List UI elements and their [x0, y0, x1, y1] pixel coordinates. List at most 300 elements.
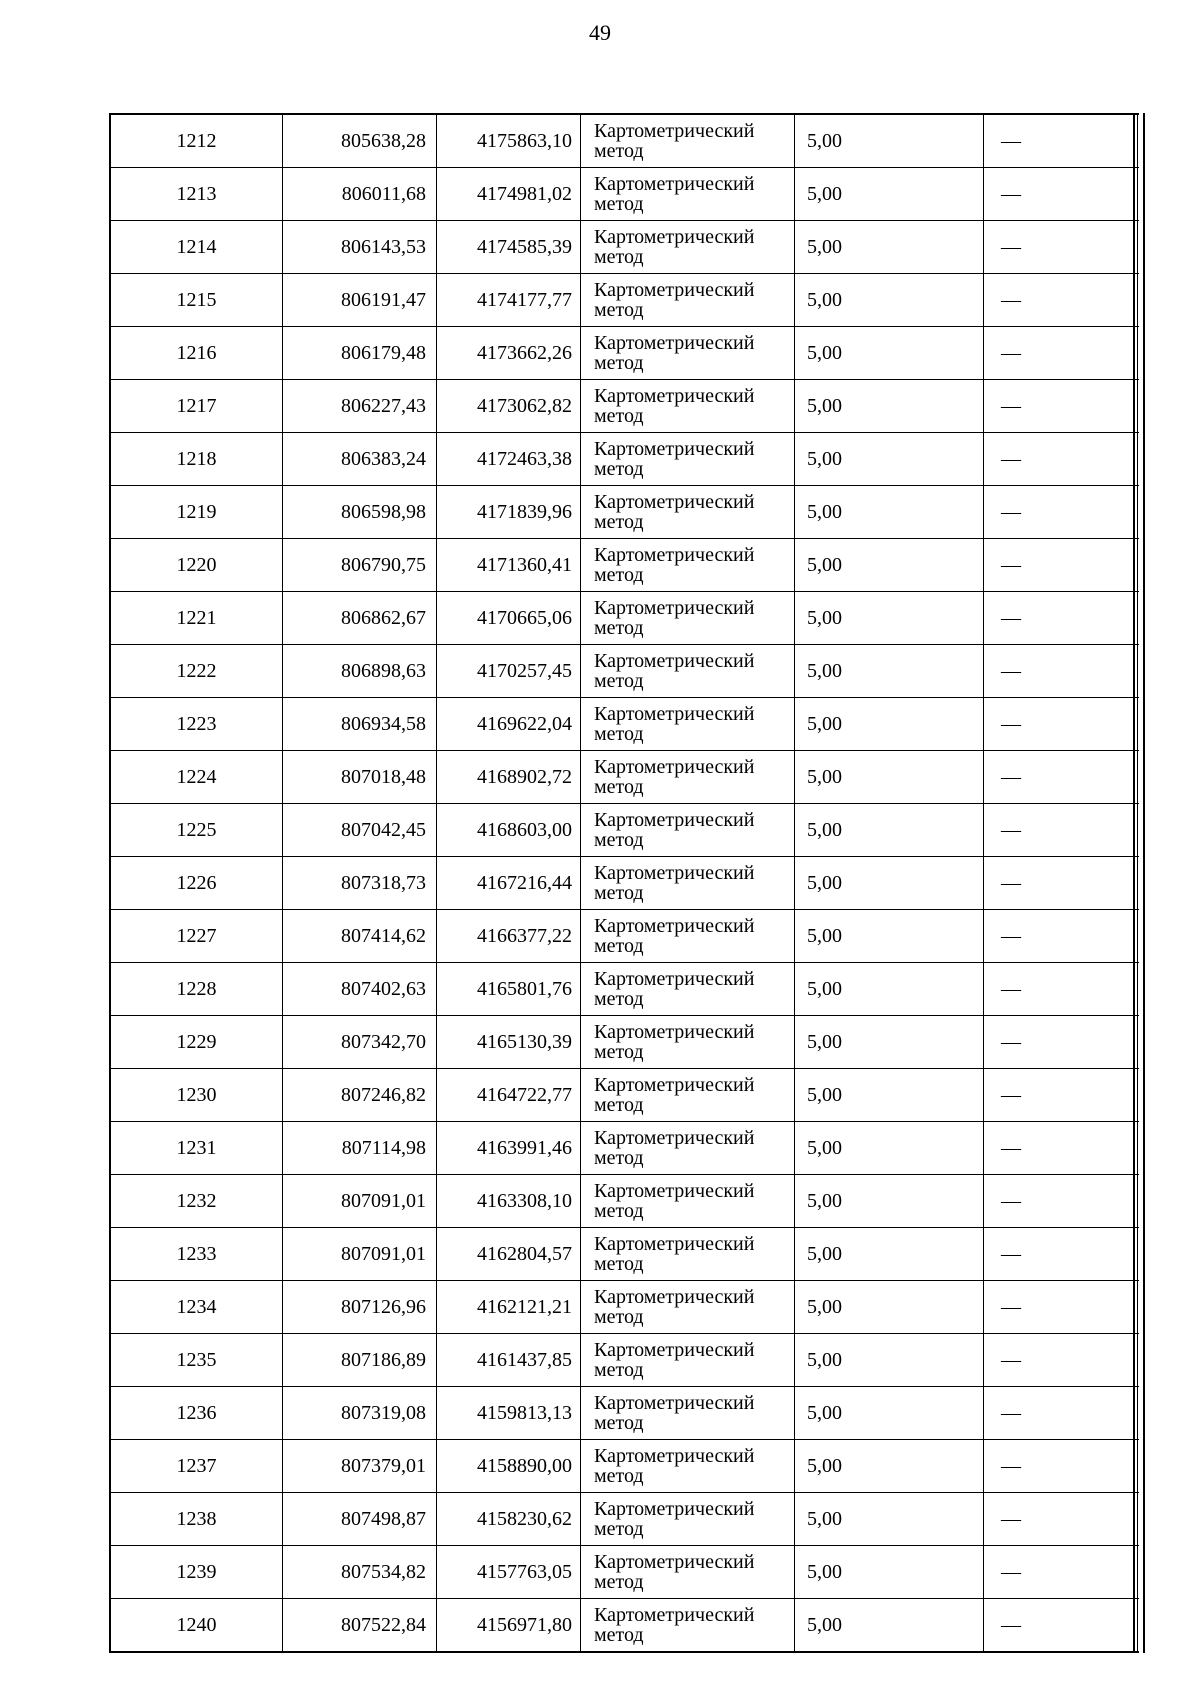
point-number-cell	[110, 1228, 283, 1281]
description-cell	[984, 910, 1140, 963]
x-coordinate-text: 807534,82	[341, 1561, 426, 1583]
y-coordinate-cell	[437, 274, 581, 327]
point-number-cell	[110, 1281, 283, 1334]
method-text: Картометрический метод	[594, 332, 755, 374]
point-number-cell	[110, 1069, 283, 1122]
y-coordinate-text: 4162804,57	[477, 1243, 572, 1265]
point-number-cell	[110, 539, 283, 592]
accuracy-text: 5,00	[807, 1137, 842, 1159]
y-coordinate-text: 4163308,10	[477, 1190, 572, 1212]
method-text: Картометрический метод	[594, 862, 755, 904]
table-row	[110, 433, 1139, 486]
accuracy-text: 5,00	[807, 766, 842, 788]
description-cell	[984, 327, 1140, 380]
method-text: Картометрический метод	[594, 544, 755, 586]
y-coordinate-cell	[437, 1281, 581, 1334]
x-coordinate-cell	[283, 698, 437, 751]
point-number-text: 1239	[176, 1561, 217, 1583]
table-row	[110, 1493, 1139, 1546]
x-coordinate-text: 806898,63	[341, 660, 426, 682]
accuracy-text: 5,00	[807, 1349, 842, 1371]
point-number-text: 1240	[176, 1614, 217, 1636]
page-number: 49	[589, 20, 611, 45]
x-coordinate-cell	[283, 1122, 437, 1175]
description-cell	[984, 698, 1140, 751]
description-cell	[984, 380, 1140, 433]
description-cell	[984, 1387, 1140, 1440]
accuracy-cell	[795, 1069, 984, 1122]
point-number-text: 1213	[176, 183, 217, 205]
x-coordinate-text: 807091,01	[341, 1243, 426, 1265]
accuracy-cell	[795, 857, 984, 910]
point-number-text: 1220	[176, 554, 217, 576]
accuracy-cell	[795, 751, 984, 804]
point-number-text: 1227	[176, 925, 217, 947]
x-coordinate-cell	[283, 433, 437, 486]
accuracy-text: 5,00	[807, 607, 842, 629]
point-number-cell	[110, 380, 283, 433]
y-coordinate-text: 4173662,26	[477, 342, 572, 364]
description-text: —	[1001, 766, 1021, 788]
point-number-text: 1215	[176, 289, 217, 311]
x-coordinate-text: 807318,73	[341, 872, 426, 894]
description-text: —	[1001, 448, 1021, 470]
y-coordinate-text: 4170665,06	[477, 607, 572, 629]
x-coordinate-cell	[283, 221, 437, 274]
y-coordinate-cell	[437, 857, 581, 910]
x-coordinate-cell	[283, 645, 437, 698]
method-cell	[581, 327, 795, 380]
table-row	[110, 804, 1139, 857]
point-number-cell	[110, 1387, 283, 1440]
method-cell	[581, 486, 795, 539]
description-text: —	[1001, 1349, 1021, 1371]
y-coordinate-cell	[437, 1175, 581, 1228]
y-coordinate-text: 4168603,00	[477, 819, 572, 841]
accuracy-text: 5,00	[807, 1614, 842, 1636]
accuracy-text: 5,00	[807, 819, 842, 841]
y-coordinate-text: 4174981,02	[477, 183, 572, 205]
accuracy-cell	[795, 274, 984, 327]
accuracy-text: 5,00	[807, 501, 842, 523]
y-coordinate-text: 4165801,76	[477, 978, 572, 1000]
accuracy-cell	[795, 221, 984, 274]
y-coordinate-text: 4163991,46	[477, 1137, 572, 1159]
description-text: —	[1001, 872, 1021, 894]
description-cell	[984, 1016, 1140, 1069]
method-cell	[581, 114, 795, 168]
x-coordinate-cell	[283, 804, 437, 857]
description-cell	[984, 751, 1140, 804]
y-coordinate-text: 4158230,62	[477, 1508, 572, 1530]
x-coordinate-text: 807498,87	[341, 1508, 426, 1530]
description-cell	[984, 1440, 1140, 1493]
accuracy-cell	[795, 327, 984, 380]
method-text: Картометрический метод	[594, 1498, 755, 1540]
accuracy-text: 5,00	[807, 713, 842, 735]
table-body	[110, 114, 1139, 1652]
point-number-text: 1222	[176, 660, 217, 682]
description-cell	[984, 1281, 1140, 1334]
description-text: —	[1001, 1084, 1021, 1106]
point-number-cell	[110, 486, 283, 539]
point-number-cell	[110, 327, 283, 380]
x-coordinate-text: 807402,63	[341, 978, 426, 1000]
x-coordinate-cell	[283, 1069, 437, 1122]
x-coordinate-text: 806862,67	[341, 607, 426, 629]
accuracy-cell	[795, 433, 984, 486]
point-number-text: 1221	[176, 607, 217, 629]
method-cell	[581, 1175, 795, 1228]
point-number-text: 1234	[176, 1296, 217, 1318]
point-number-text: 1224	[176, 766, 217, 788]
y-coordinate-cell	[437, 645, 581, 698]
description-text: —	[1001, 925, 1021, 947]
description-cell	[984, 114, 1140, 168]
accuracy-text: 5,00	[807, 1031, 842, 1053]
x-coordinate-text: 806179,48	[341, 342, 426, 364]
accuracy-text: 5,00	[807, 554, 842, 576]
point-number-text: 1233	[176, 1243, 217, 1265]
accuracy-cell	[795, 539, 984, 592]
accuracy-cell	[795, 1334, 984, 1387]
x-coordinate-text: 806790,75	[341, 554, 426, 576]
accuracy-text: 5,00	[807, 1243, 842, 1265]
method-cell	[581, 751, 795, 804]
method-text: Картометрический метод	[594, 1604, 755, 1646]
x-coordinate-text: 806191,47	[341, 289, 426, 311]
y-coordinate-cell	[437, 1546, 581, 1599]
y-coordinate-cell	[437, 1334, 581, 1387]
x-coordinate-cell	[283, 539, 437, 592]
description-text: —	[1001, 183, 1021, 205]
y-coordinate-text: 4164722,77	[477, 1084, 572, 1106]
method-text: Картометрический метод	[594, 703, 755, 745]
table-row	[110, 1069, 1139, 1122]
accuracy-text: 5,00	[807, 342, 842, 364]
accuracy-cell	[795, 910, 984, 963]
description-cell	[984, 1334, 1140, 1387]
y-coordinate-cell	[437, 327, 581, 380]
description-text: —	[1001, 660, 1021, 682]
accuracy-text: 5,00	[807, 395, 842, 417]
x-coordinate-text: 807414,62	[341, 925, 426, 947]
point-number-text: 1228	[176, 978, 217, 1000]
point-number-cell	[110, 1599, 283, 1653]
method-text: Картометрический метод	[594, 1445, 755, 1487]
point-number-text: 1229	[176, 1031, 217, 1053]
accuracy-cell	[795, 1175, 984, 1228]
y-coordinate-text: 4171839,96	[477, 501, 572, 523]
point-number-cell	[110, 433, 283, 486]
x-coordinate-text: 807246,82	[341, 1084, 426, 1106]
accuracy-cell	[795, 168, 984, 221]
accuracy-text: 5,00	[807, 1561, 842, 1583]
method-cell	[581, 1440, 795, 1493]
x-coordinate-text: 807114,98	[341, 1137, 426, 1159]
description-cell	[984, 539, 1140, 592]
table-row	[110, 274, 1139, 327]
method-text: Картометрический метод	[594, 1021, 755, 1063]
method-text: Картометрический метод	[594, 1551, 755, 1593]
accuracy-text: 5,00	[807, 1402, 842, 1424]
method-cell	[581, 592, 795, 645]
y-coordinate-cell	[437, 1122, 581, 1175]
x-coordinate-cell	[283, 1599, 437, 1653]
accuracy-text: 5,00	[807, 1455, 842, 1477]
description-text: —	[1001, 1296, 1021, 1318]
accuracy-cell	[795, 1387, 984, 1440]
method-text: Картометрический метод	[594, 809, 755, 851]
y-coordinate-cell	[437, 1069, 581, 1122]
description-cell	[984, 963, 1140, 1016]
description-cell	[984, 804, 1140, 857]
description-text: —	[1001, 1614, 1021, 1636]
y-coordinate-text: 4158890,00	[477, 1455, 572, 1477]
y-coordinate-cell	[437, 1599, 581, 1653]
x-coordinate-cell	[283, 486, 437, 539]
description-text: —	[1001, 607, 1021, 629]
x-coordinate-cell	[283, 592, 437, 645]
table-row	[110, 1334, 1139, 1387]
x-coordinate-cell	[283, 1546, 437, 1599]
accuracy-cell	[795, 1599, 984, 1653]
y-coordinate-cell	[437, 1440, 581, 1493]
y-coordinate-cell	[437, 1228, 581, 1281]
point-number-text: 1218	[176, 448, 217, 470]
table-row	[110, 114, 1139, 168]
table-row	[110, 380, 1139, 433]
point-number-text: 1230	[176, 1084, 217, 1106]
point-number-cell	[110, 645, 283, 698]
table-row	[110, 1228, 1139, 1281]
description-cell	[984, 1493, 1140, 1546]
accuracy-cell	[795, 1440, 984, 1493]
method-cell	[581, 910, 795, 963]
x-coordinate-cell	[283, 168, 437, 221]
accuracy-text: 5,00	[807, 448, 842, 470]
y-coordinate-cell	[437, 1016, 581, 1069]
point-number-cell	[110, 1122, 283, 1175]
y-coordinate-cell	[437, 380, 581, 433]
y-coordinate-text: 4173062,82	[477, 395, 572, 417]
description-cell	[984, 1122, 1140, 1175]
description-cell	[984, 221, 1140, 274]
description-text: —	[1001, 1031, 1021, 1053]
x-coordinate-cell	[283, 1281, 437, 1334]
method-text: Картометрический метод	[594, 385, 755, 427]
x-coordinate-text: 805638,28	[341, 130, 426, 152]
accuracy-cell	[795, 1228, 984, 1281]
x-coordinate-cell	[283, 1334, 437, 1387]
table-row	[110, 327, 1139, 380]
accuracy-cell	[795, 592, 984, 645]
description-text: —	[1001, 1137, 1021, 1159]
table-row	[110, 1281, 1139, 1334]
x-coordinate-cell	[283, 114, 437, 168]
y-coordinate-text: 4162121,21	[477, 1296, 572, 1318]
y-coordinate-text: 4168902,72	[477, 766, 572, 788]
accuracy-cell	[795, 1281, 984, 1334]
method-cell	[581, 698, 795, 751]
x-coordinate-cell	[283, 327, 437, 380]
method-cell	[581, 1387, 795, 1440]
point-number-text: 1225	[176, 819, 217, 841]
description-cell	[984, 1546, 1140, 1599]
method-text: Картометрический метод	[594, 1233, 755, 1275]
x-coordinate-text: 807319,08	[341, 1402, 426, 1424]
point-number-cell	[110, 963, 283, 1016]
method-text: Картометрический метод	[594, 279, 755, 321]
accuracy-text: 5,00	[807, 183, 842, 205]
y-coordinate-text: 4166377,22	[477, 925, 572, 947]
y-coordinate-cell	[437, 486, 581, 539]
point-number-text: 1232	[176, 1190, 217, 1212]
method-cell	[581, 1281, 795, 1334]
method-cell	[581, 1599, 795, 1653]
x-coordinate-text: 807018,48	[341, 766, 426, 788]
accuracy-text: 5,00	[807, 1296, 842, 1318]
method-cell	[581, 804, 795, 857]
accuracy-text: 5,00	[807, 1190, 842, 1212]
point-number-cell	[110, 698, 283, 751]
accuracy-cell	[795, 1546, 984, 1599]
method-cell	[581, 1334, 795, 1387]
point-number-cell	[110, 114, 283, 168]
accuracy-text: 5,00	[807, 872, 842, 894]
table-row	[110, 1599, 1139, 1653]
y-coordinate-text: 4175863,10	[477, 130, 572, 152]
x-coordinate-text: 806934,58	[341, 713, 426, 735]
method-text: Картометрический метод	[594, 1180, 755, 1222]
table-row	[110, 698, 1139, 751]
point-number-text: 1219	[176, 501, 217, 523]
y-coordinate-text: 4167216,44	[477, 872, 572, 894]
accuracy-cell	[795, 1016, 984, 1069]
method-cell	[581, 221, 795, 274]
method-cell	[581, 1493, 795, 1546]
point-number-text: 1238	[176, 1508, 217, 1530]
y-coordinate-text: 4165130,39	[477, 1031, 572, 1053]
x-coordinate-text: 806143,53	[341, 236, 426, 258]
x-coordinate-text: 807522,84	[341, 1614, 426, 1636]
description-text: —	[1001, 289, 1021, 311]
point-number-cell	[110, 1440, 283, 1493]
description-text: —	[1001, 554, 1021, 576]
y-coordinate-cell	[437, 751, 581, 804]
y-coordinate-text: 4171360,41	[477, 554, 572, 576]
table-row	[110, 910, 1139, 963]
method-cell	[581, 1122, 795, 1175]
y-coordinate-cell	[437, 1493, 581, 1546]
table-row	[110, 486, 1139, 539]
method-text: Картометрический метод	[594, 1392, 755, 1434]
description-cell	[984, 486, 1140, 539]
table-row	[110, 168, 1139, 221]
description-cell	[984, 857, 1140, 910]
method-text: Картометрический метод	[594, 1074, 755, 1116]
x-coordinate-text: 806598,98	[341, 501, 426, 523]
x-coordinate-cell	[283, 1440, 437, 1493]
description-cell	[984, 1599, 1140, 1653]
description-text: —	[1001, 713, 1021, 735]
x-coordinate-cell	[283, 910, 437, 963]
method-cell	[581, 1546, 795, 1599]
description-cell	[984, 1069, 1140, 1122]
point-number-cell	[110, 857, 283, 910]
x-coordinate-cell	[283, 963, 437, 1016]
description-cell	[984, 645, 1140, 698]
description-cell	[984, 168, 1140, 221]
x-coordinate-cell	[283, 751, 437, 804]
description-text: —	[1001, 236, 1021, 258]
accuracy-cell	[795, 486, 984, 539]
description-cell	[984, 592, 1140, 645]
point-number-text: 1237	[176, 1455, 217, 1477]
method-cell	[581, 1228, 795, 1281]
description-text: —	[1001, 1402, 1021, 1424]
description-cell	[984, 274, 1140, 327]
point-number-cell	[110, 168, 283, 221]
y-coordinate-cell	[437, 433, 581, 486]
description-text: —	[1001, 501, 1021, 523]
table-row	[110, 1546, 1139, 1599]
method-text: Картометрический метод	[594, 1339, 755, 1381]
y-coordinate-text: 4161437,85	[477, 1349, 572, 1371]
table-row	[110, 1016, 1139, 1069]
y-coordinate-cell	[437, 592, 581, 645]
point-number-text: 1236	[176, 1402, 217, 1424]
x-coordinate-cell	[283, 274, 437, 327]
point-number-cell	[110, 221, 283, 274]
y-coordinate-cell	[437, 910, 581, 963]
method-text: Картометрический метод	[594, 968, 755, 1010]
method-text: Картометрический метод	[594, 650, 755, 692]
method-cell	[581, 380, 795, 433]
table-right-border	[1133, 113, 1145, 1653]
y-coordinate-cell	[437, 168, 581, 221]
method-text: Картометрический метод	[594, 915, 755, 957]
method-cell	[581, 857, 795, 910]
accuracy-text: 5,00	[807, 978, 842, 1000]
description-text: —	[1001, 1243, 1021, 1265]
accuracy-cell	[795, 114, 984, 168]
description-text: —	[1001, 1508, 1021, 1530]
method-cell	[581, 645, 795, 698]
accuracy-text: 5,00	[807, 660, 842, 682]
method-cell	[581, 1069, 795, 1122]
x-coordinate-cell	[283, 857, 437, 910]
point-number-text: 1212	[176, 130, 217, 152]
x-coordinate-text: 807126,96	[341, 1296, 426, 1318]
description-text: —	[1001, 1455, 1021, 1477]
accuracy-cell	[795, 698, 984, 751]
x-coordinate-text: 807342,70	[341, 1031, 426, 1053]
method-cell	[581, 1016, 795, 1069]
x-coordinate-text: 807091,01	[341, 1190, 426, 1212]
description-text: —	[1001, 819, 1021, 841]
table-row	[110, 963, 1139, 1016]
x-coordinate-text: 806227,43	[341, 395, 426, 417]
accuracy-cell	[795, 1493, 984, 1546]
method-cell	[581, 539, 795, 592]
description-cell	[984, 433, 1140, 486]
accuracy-text: 5,00	[807, 130, 842, 152]
x-coordinate-text: 807186,89	[341, 1349, 426, 1371]
x-coordinate-text: 807379,01	[341, 1455, 426, 1477]
y-coordinate-cell	[437, 963, 581, 1016]
accuracy-text: 5,00	[807, 925, 842, 947]
